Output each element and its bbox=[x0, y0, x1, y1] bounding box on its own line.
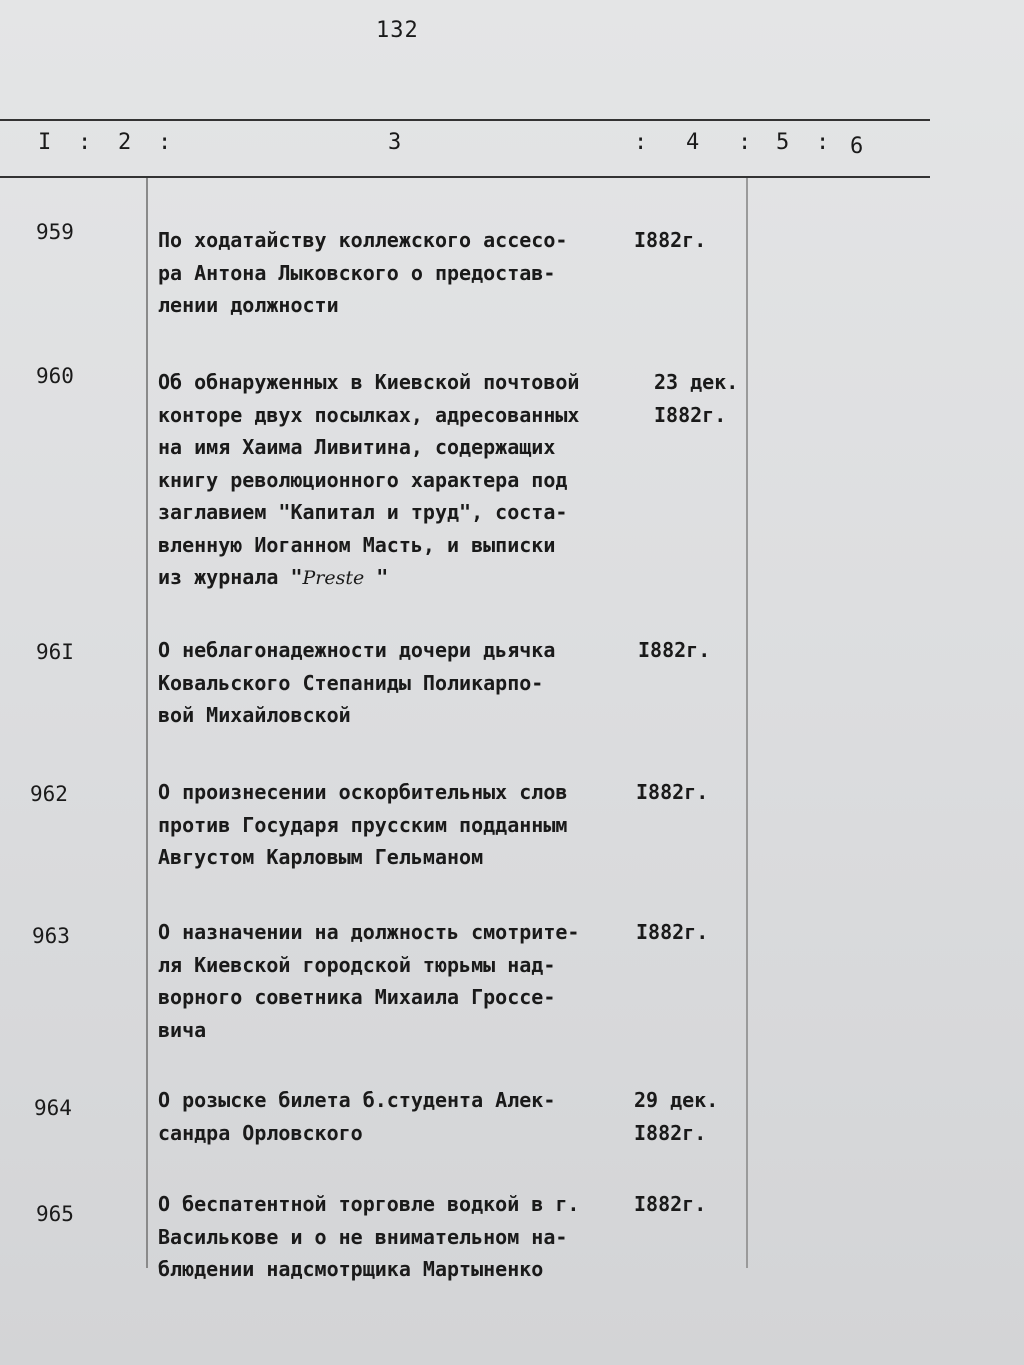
entry-title-line: О произнесении оскорбительных слов bbox=[158, 780, 568, 804]
entry-title-line: Ковальского Степаниды Поликарпо- bbox=[158, 670, 544, 695]
entry-title-line: конторе двух посылках, адресованных bbox=[158, 402, 580, 427]
entry-title-line: О неблагонадежности дочери дьячка bbox=[158, 638, 556, 662]
entry-title-line: Августом Карловым Гельманом bbox=[158, 845, 484, 869]
entry-number: 960 bbox=[36, 364, 74, 388]
entry-date: I882г. bbox=[636, 780, 709, 804]
column-separator: : bbox=[158, 130, 172, 155]
entry-title-line: на имя Хаима Ливитина, содержащих bbox=[158, 435, 556, 459]
entry-title bbox=[158, 366, 579, 595]
entry-number: 965 bbox=[36, 1202, 74, 1226]
column-separator: : bbox=[816, 130, 830, 155]
entry-title-line: книгу революционного характера под bbox=[158, 467, 568, 492]
entry-title-line: заглавием "Капитал и труд", соста- bbox=[158, 500, 568, 524]
entry-date: I882г. bbox=[634, 1192, 707, 1216]
column-header-6: 6 bbox=[850, 134, 864, 159]
column-header-3: 3 bbox=[388, 130, 402, 155]
entry-number: 963 bbox=[32, 924, 70, 948]
column-header-2: 2 bbox=[118, 130, 132, 155]
entry-title bbox=[158, 916, 579, 1046]
header-rule-bottom bbox=[0, 176, 930, 178]
closing-quote: " bbox=[364, 565, 389, 589]
entry-title-line: лении должности bbox=[158, 293, 339, 317]
entry-title bbox=[158, 634, 555, 732]
entry-title-line: ра Антона Лыковского о предостав- bbox=[158, 260, 556, 285]
entry-date: I882г. bbox=[634, 228, 707, 252]
column-header-1: I bbox=[38, 130, 52, 155]
header-rule-top bbox=[0, 119, 930, 121]
entry-title-line: По ходатайству коллежского ассесо- bbox=[158, 228, 568, 252]
entry-title-line: вленную Иоганном Масть, и выписки bbox=[158, 532, 556, 557]
entry-date: 29 дек. I882г. bbox=[634, 1088, 719, 1145]
entry-title bbox=[158, 776, 567, 874]
entry-title-line: вой Михайловской bbox=[158, 703, 351, 727]
entry-title bbox=[158, 1188, 579, 1286]
column-divider bbox=[746, 178, 748, 1268]
entry-title-line: против Государя прусским подданным bbox=[158, 812, 568, 837]
column-header-4: 4 bbox=[686, 130, 700, 155]
entry-title-line: Василькове и о не внимательном на- bbox=[158, 1224, 568, 1249]
entry-date: I882г. bbox=[638, 638, 711, 662]
entry-title bbox=[158, 1084, 555, 1149]
entry-title-line: ля Киевской городской тюрьмы над- bbox=[158, 952, 556, 977]
entry-title-line: ворного советника Михаила Гроссе- bbox=[158, 985, 556, 1009]
handwritten-annotation: Preste bbox=[302, 567, 365, 589]
column-header-5: 5 bbox=[776, 130, 790, 155]
column-separator: : bbox=[78, 130, 92, 155]
entry-date: I882г. bbox=[636, 920, 709, 944]
entry-date: 23 дек. I882г. bbox=[654, 370, 739, 427]
entry-title-line: блюдении надсмотрщика Мартыненко bbox=[158, 1257, 544, 1281]
column-separator: : bbox=[634, 130, 648, 155]
entry-number: 962 bbox=[30, 782, 68, 806]
entry-title-line bbox=[158, 561, 579, 595]
entry-title-line: сандра Орловского bbox=[158, 1120, 363, 1145]
entry-number: 959 bbox=[36, 220, 74, 244]
entry-number: 964 bbox=[34, 1096, 72, 1120]
entry-title-text: из журнала " bbox=[158, 565, 303, 589]
column-divider bbox=[146, 178, 148, 1268]
entry-number: 96I bbox=[36, 640, 74, 664]
entry-title-line: Об обнаруженных в Киевской почтовой bbox=[158, 370, 580, 394]
page-number: 132 bbox=[376, 18, 419, 43]
entry-title-line: О назначении на должность смотрите- bbox=[158, 920, 580, 944]
column-separator: : bbox=[738, 130, 752, 155]
entry-title-line: О беспатентной торговле водкой в г. bbox=[158, 1192, 580, 1216]
entry-title-line: О розыске билета б.студента Алек- bbox=[158, 1088, 556, 1112]
entry-title-line: вича bbox=[158, 1017, 207, 1042]
entry-title bbox=[158, 224, 567, 322]
